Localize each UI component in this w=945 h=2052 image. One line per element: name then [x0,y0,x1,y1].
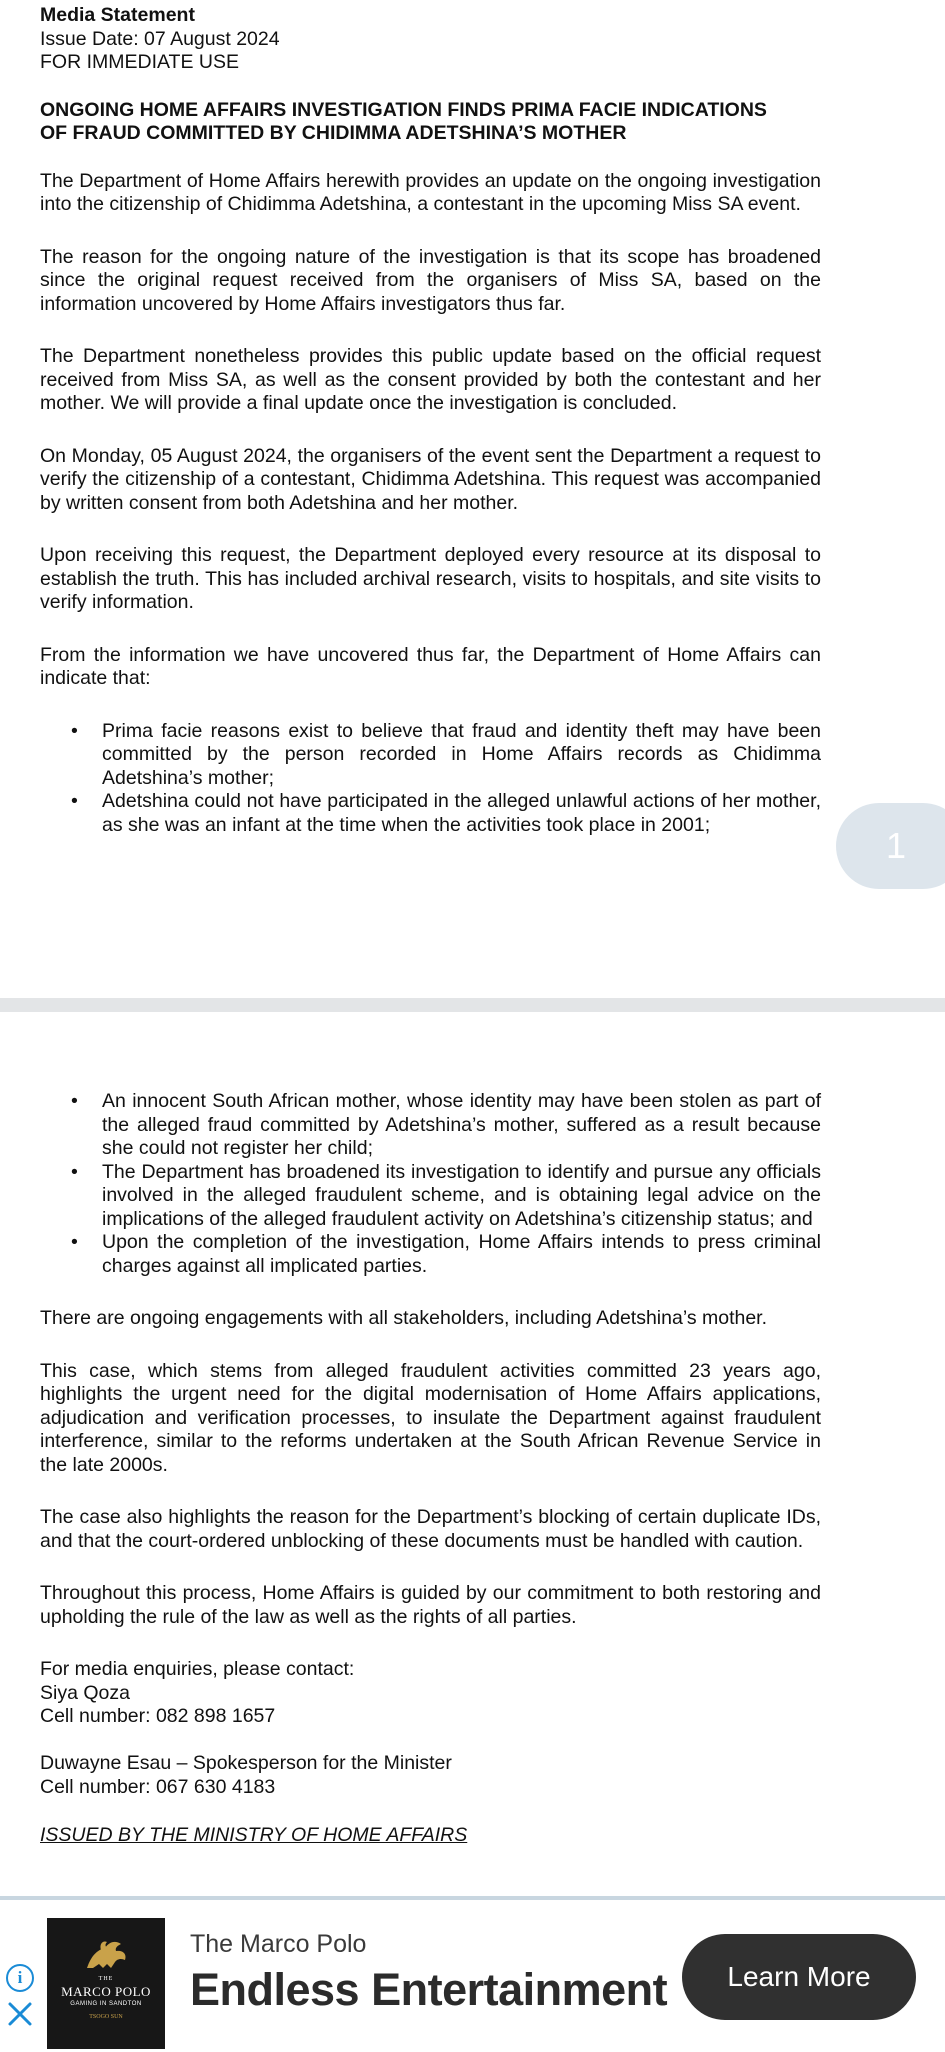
statement-headline [40,99,821,146]
page-number-badge: 1 [836,803,945,889]
paragraph: This case, which stems from alleged fraudulent activities committed 23 years ago, highlights the urgent need for the digital modernisation of Home Affairs applications, adjudication and verification processes, to insulate the Department against fraudulent interference, similar to the reforms undertaken at the South African Revenue Service in the late 2000s. [40,1359,821,1476]
contact-name-1: Siya Qoza [40,1681,130,1704]
list-item: • Prima facie reasons exist to believe that fraud and identity theft may have been committed by the person recorded in Home Affairs records as Chidimma Adetshina’s mother; [102,720,821,791]
paragraph: The reason for the ongoing nature of the investigation is that its scope has broadened since the original request received from the organisers of Miss SA, based on the information uncovered by Home Affairs investigators thus far. [40,245,821,315]
statement-label: Media Statement [40,4,195,26]
media-contact-block [40,1658,821,1799]
issue-date: Issue Date: 07 August 2024 [40,27,280,50]
page-separator [0,998,945,1012]
close-icon[interactable] [6,2000,34,2028]
list-item: • The Department has broadened its investigation to identify and pursue any officials involved in the alleged fraudulent scheme, and is obtaining legal advice on the implications of the alleged fraudulent activity on Adetshina’s citizenship status; and [102,1161,821,1232]
advertiser-logo[interactable] [47,1918,165,2049]
findings-list [40,720,821,838]
paragraph: The Department of Home Affairs herewith provides an update on the ongoing investigation into the citizenship of Chidimma Adetshina, a contestant in the upcoming Miss SA event. [40,169,821,215]
ad-headline[interactable]: Endless Entertainment [190,1964,668,2015]
logo-brand: TSOGO SUN [89,2014,123,2020]
document-page-2 [0,1012,945,1896]
learn-more-button[interactable]: Learn More [682,1934,916,2020]
paragraph: Throughout this process, Home Affairs is guided by our commitment to both restoring and upholding the rule of the law as well as the rights of all parties. [40,1582,821,1628]
paragraph: The Department nonetheless provides this public update based on the official request received from Miss SA, as well as the consent provided by both the contestant and her mother. We will provide a final update once the investigation is concluded. [40,345,821,414]
findings-list-continued [40,1090,821,1278]
list-item: • An innocent South African mother, whose identity may have been stolen as part of the alleged fraud committed by Adetshina’s mother, suffered as a result because she could not register her child; [102,1090,821,1161]
page-2-content [40,1090,821,1848]
headline-line-2: OF FRAUD COMMITTED BY CHIDIMMA ADETSHINA’S MOTHER [40,122,627,144]
paragraph: From the information we have uncovered thus far, the Department of Home Affairs can indicate that: [40,643,821,689]
contact-cell-1: Cell number: 082 898 1657 [40,1705,276,1727]
contact-intro: For media enquiries, please contact: [40,1658,355,1680]
logo-name: MARCO POLO [61,1984,151,1999]
info-icon[interactable]: i [6,1964,34,1992]
paragraph: There are ongoing engagements with all stakeholders, including Adetshina’s mother. [40,1307,768,1329]
paragraph: On Monday, 05 August 2024, the organisers of the event sent the Department a request to verify the citizenship of a contestant, Chidimma Adetshina. This request was accompanied by written consent from both Adetshina and her mother. [40,444,821,514]
contact-cell-2: Cell number: 067 630 4183 [40,1775,276,1798]
paragraph: Upon receiving this request, the Department deployed every resource at its disposal to establish the truth. This has included archival research, visits to hospitals, and site visits to verify information. [40,544,821,613]
ad-banner[interactable] [0,1896,945,2052]
logo-the: THE [98,1976,114,1982]
list-item: • Adetshina could not have participated in the alleged unlawful actions of her mother, as she was an infant at the time when the activities took place in 2001; [102,790,821,837]
headline-line-1: ONGOING HOME AFFAIRS INVESTIGATION FINDS PRIMA FACIE INDICATIONS [40,98,767,121]
issued-by: ISSUED BY THE MINISTRY OF HOME AFFAIRS [40,1824,468,1846]
ad-advertiser-name[interactable]: The Marco Polo [190,1930,367,1958]
logo-subtitle: GAMING IN SANDTON [70,2001,142,2007]
contact-name-2: Duwayne Esau – Spokesperson for the Minister [40,1752,452,1774]
document-page-1 [0,0,945,998]
paragraph: The case also highlights the reason for the Department’s blocking of certain duplicate IDs, and that the court-ordered unblocking of these documents must be handled with caution. [40,1506,821,1552]
usage-note: FOR IMMEDIATE USE [40,51,239,73]
list-item: • Upon the completion of the investigation, Home Affairs intends to press criminal charges against all implicated parties. [102,1231,821,1278]
lion-emblem-icon [81,1938,131,1974]
page-1-content [40,4,821,866]
